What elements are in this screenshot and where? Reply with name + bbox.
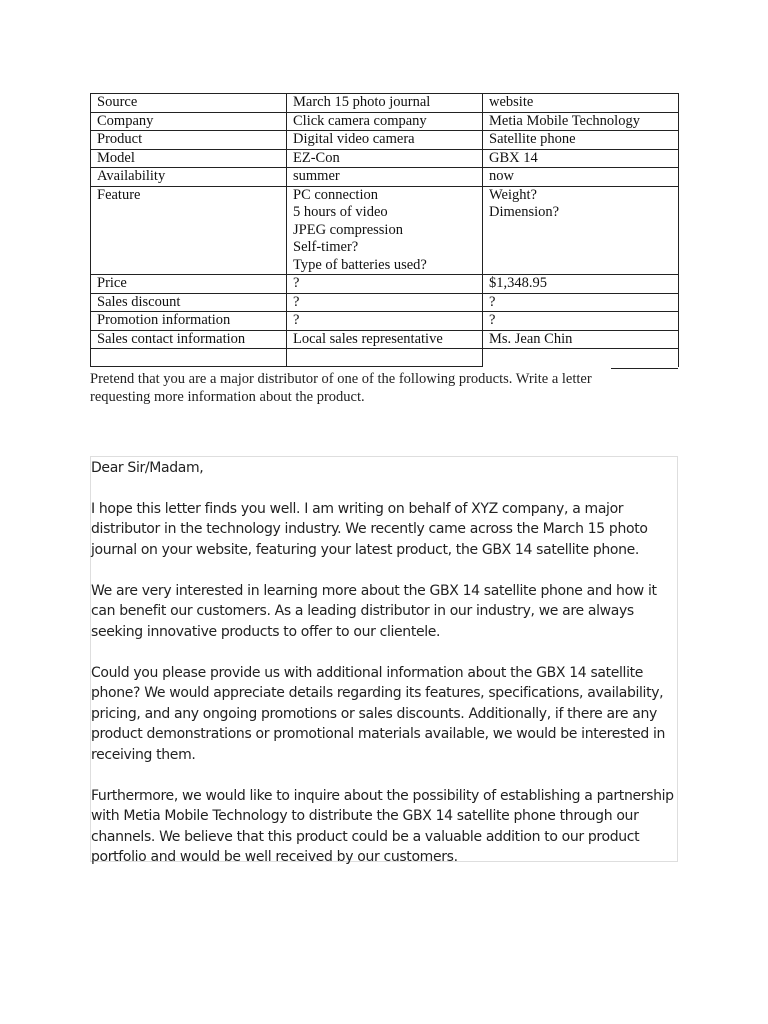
- table-row: [91, 149, 679, 168]
- table-cell: GBX 14: [483, 149, 679, 168]
- letter-paragraph-4: Furthermore, we would like to inquire about the possibility of establishing a partnership with Metia Mobile Technology to distribute the GBX 14 satellite phone through our channels. We believe that this product could be a valuable addition to our product portfolio and would be well received by our customers.: [91, 787, 674, 865]
- table-cell-line: Weight?: [489, 186, 537, 203]
- table-cell-line: PC connection: [293, 186, 378, 203]
- table-cell-line: Type of batteries used?: [293, 256, 427, 273]
- table-row: [91, 131, 679, 150]
- table-cell: Sales discount: [91, 293, 287, 312]
- table-border-stub: [611, 368, 678, 369]
- table-cell: [287, 186, 483, 275]
- letter-textbox[interactable]: [90, 456, 678, 865]
- table-cell: Satellite phone: [483, 131, 679, 150]
- table-cell: $1,348.95: [483, 275, 679, 294]
- table-cell: Sales contact information: [91, 330, 287, 349]
- table-cell: Company: [91, 112, 287, 131]
- assignment-prompt: Pretend that you are a major distributor of one of the following products. Write a letter requesting more information about the product.: [90, 371, 592, 405]
- table-cell: [483, 349, 679, 367]
- table-row: [91, 312, 679, 331]
- table-cell-line: 5 hours of video: [293, 204, 388, 220]
- letter-paragraph-1: I hope this letter finds you well. I am writing on behalf of XYZ company, a major distributor in the technology industry. We recently came across the March 15 photo journal on your website, featuring your latest product, the GBX 14 satellite phone.: [91, 500, 648, 558]
- table-cell: Feature: [91, 186, 287, 275]
- table-cell: Ms. Jean Chin: [483, 330, 679, 349]
- table-row: [91, 330, 679, 349]
- table-row: [91, 275, 679, 294]
- table-cell: [287, 349, 483, 367]
- table-cell: Click camera company: [287, 112, 483, 131]
- table-cell: website: [483, 94, 679, 113]
- table-cell: Source: [91, 94, 287, 113]
- table-cell: Metia Mobile Technology: [483, 112, 679, 131]
- table-cell: summer: [287, 168, 483, 187]
- table-cell: Availability: [91, 168, 287, 187]
- table-cell: [483, 186, 679, 275]
- letter-paragraph-2: We are very interested in learning more about the GBX 14 satellite phone and how it can benefit our customers. As a leading distributor in our industry, we are always seeking innovative products to offer to our clientele.: [91, 582, 657, 640]
- table-row: [91, 112, 679, 131]
- table-cell: March 15 photo journal: [287, 94, 483, 113]
- table-cell: Model: [91, 149, 287, 168]
- table-cell: [91, 349, 287, 367]
- table-cell: Price: [91, 275, 287, 294]
- table-cell: ?: [483, 312, 679, 331]
- table-cell: now: [483, 168, 679, 187]
- table-cell: ?: [483, 293, 679, 312]
- table-row: [91, 293, 679, 312]
- table-cell-line: JPEG compression: [293, 221, 403, 238]
- table-cell: Promotion information: [91, 312, 287, 331]
- table-cell: Local sales representative: [287, 330, 483, 349]
- table-cell: ?: [287, 275, 483, 294]
- table-row: [91, 349, 679, 367]
- table-row: [91, 168, 679, 187]
- table-cell: ?: [287, 312, 483, 331]
- table-cell: Digital video camera: [287, 131, 483, 150]
- table-cell: ?: [287, 293, 483, 312]
- product-comparison-table: [90, 93, 679, 367]
- letter-paragraph-3: Could you please provide us with additional information about the GBX 14 satellite phone? We would appreciate details regarding its features, specifications, availability, pricing, and any ongoing promotions or sales discounts. Additionally, if there are any product demonstrations or promotional materials available, we would be interested in receiving them.: [91, 664, 666, 763]
- table-cell: Product: [91, 131, 287, 150]
- table-cell-line: Self-timer?: [293, 239, 359, 255]
- table-cell: EZ-Con: [287, 149, 483, 168]
- table-cell-line: Dimension?: [489, 204, 560, 220]
- table-row: [91, 186, 679, 275]
- letter-greeting: Dear Sir/Madam,: [91, 460, 204, 476]
- table-row: [91, 94, 679, 113]
- table-body: [91, 94, 679, 367]
